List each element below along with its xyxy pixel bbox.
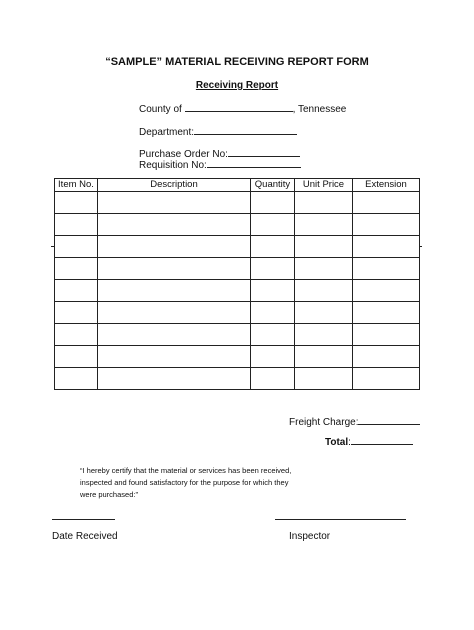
requisition-blank[interactable] <box>207 157 301 168</box>
cell-item-no[interactable] <box>55 192 98 214</box>
department-label: Department: <box>139 127 195 138</box>
requisition-field <box>139 157 301 171</box>
cell-unit-price[interactable] <box>295 324 353 346</box>
cell-item-no[interactable] <box>55 214 98 236</box>
cell-item-no[interactable] <box>55 368 98 390</box>
table-row <box>55 214 420 236</box>
requisition-label: Requisition No: <box>139 160 207 171</box>
cell-unit-price[interactable] <box>295 302 353 324</box>
date-received-label: Date Received <box>52 531 118 542</box>
cell-item-no[interactable] <box>55 236 98 258</box>
county-label: County of <box>139 104 182 115</box>
cell-extension[interactable] <box>353 192 420 214</box>
department-field <box>139 124 297 138</box>
cell-item-no[interactable] <box>55 346 98 368</box>
margin-mark <box>419 246 422 247</box>
cell-unit-price[interactable] <box>295 280 353 302</box>
cell-description[interactable] <box>98 346 251 368</box>
header-extension: Extension <box>353 179 420 192</box>
cell-description[interactable] <box>98 368 251 390</box>
cell-extension[interactable] <box>353 346 420 368</box>
header-description: Description <box>98 179 251 192</box>
cell-item-no[interactable] <box>55 258 98 280</box>
cell-description[interactable] <box>98 280 251 302</box>
county-field <box>139 101 346 115</box>
total-field <box>325 434 413 448</box>
cell-unit-price[interactable] <box>295 346 353 368</box>
form-title: “SAMPLE” MATERIAL RECEIVING REPORT FORM <box>105 56 369 68</box>
total-colon: : <box>348 437 351 448</box>
cell-extension[interactable] <box>353 324 420 346</box>
county-state: , Tennessee <box>292 104 347 115</box>
header-unit-price: Unit Price <box>295 179 353 192</box>
freight-charge-field <box>289 414 420 428</box>
cell-description[interactable] <box>98 324 251 346</box>
table-row <box>55 346 420 368</box>
cell-description[interactable] <box>98 302 251 324</box>
cell-unit-price[interactable] <box>295 368 353 390</box>
margin-mark <box>51 246 54 247</box>
cell-item-no[interactable] <box>55 280 98 302</box>
inspector-line[interactable] <box>275 519 406 520</box>
cell-item-no[interactable] <box>55 324 98 346</box>
total-blank[interactable] <box>351 434 413 445</box>
table-row <box>55 280 420 302</box>
table-row <box>55 192 420 214</box>
form-subtitle: Receiving Report <box>195 80 279 91</box>
certification-line-2: inspected and found satisfactory for the purpose for which they <box>80 478 289 487</box>
header-item-no: Item No. <box>55 179 98 192</box>
total-label: Total <box>325 437 349 448</box>
cell-unit-price[interactable] <box>295 192 353 214</box>
cell-description[interactable] <box>98 236 251 258</box>
freight-charge-label: Freight Charge: <box>289 417 359 428</box>
cell-quantity[interactable] <box>251 280 295 302</box>
certification-line-3: were purchased:” <box>80 490 138 499</box>
cell-quantity[interactable] <box>251 214 295 236</box>
table-body <box>55 192 420 390</box>
cell-extension[interactable] <box>353 368 420 390</box>
table-header-row <box>55 179 420 192</box>
cell-quantity[interactable] <box>251 302 295 324</box>
cell-extension[interactable] <box>353 236 420 258</box>
certification-line-1: “I hereby certify that the material or services has been received, <box>80 466 292 475</box>
cell-unit-price[interactable] <box>295 258 353 280</box>
cell-description[interactable] <box>98 192 251 214</box>
purchase-order-label: Purchase Order No: <box>139 149 228 160</box>
table-row <box>55 324 420 346</box>
cell-quantity[interactable] <box>251 368 295 390</box>
purchase-order-blank[interactable] <box>228 146 300 157</box>
cell-extension[interactable] <box>353 280 420 302</box>
table-row <box>55 236 420 258</box>
cell-description[interactable] <box>98 214 251 236</box>
cell-description[interactable] <box>98 258 251 280</box>
inspector-label: Inspector <box>289 531 331 542</box>
cell-extension[interactable] <box>353 214 420 236</box>
cell-item-no[interactable] <box>55 302 98 324</box>
header-quantity: Quantity <box>251 179 295 192</box>
date-received-line[interactable] <box>52 519 115 520</box>
freight-charge-blank[interactable] <box>358 414 420 425</box>
table-row <box>55 302 420 324</box>
department-blank[interactable] <box>194 124 297 135</box>
county-blank[interactable] <box>185 101 293 112</box>
cell-quantity[interactable] <box>251 236 295 258</box>
cell-quantity[interactable] <box>251 258 295 280</box>
cell-quantity[interactable] <box>251 192 295 214</box>
items-table <box>54 178 420 390</box>
cell-quantity[interactable] <box>251 324 295 346</box>
cell-extension[interactable] <box>353 302 420 324</box>
cell-unit-price[interactable] <box>295 236 353 258</box>
cell-quantity[interactable] <box>251 346 295 368</box>
cell-extension[interactable] <box>353 258 420 280</box>
cell-unit-price[interactable] <box>295 214 353 236</box>
table-row <box>55 368 420 390</box>
table-row <box>55 258 420 280</box>
